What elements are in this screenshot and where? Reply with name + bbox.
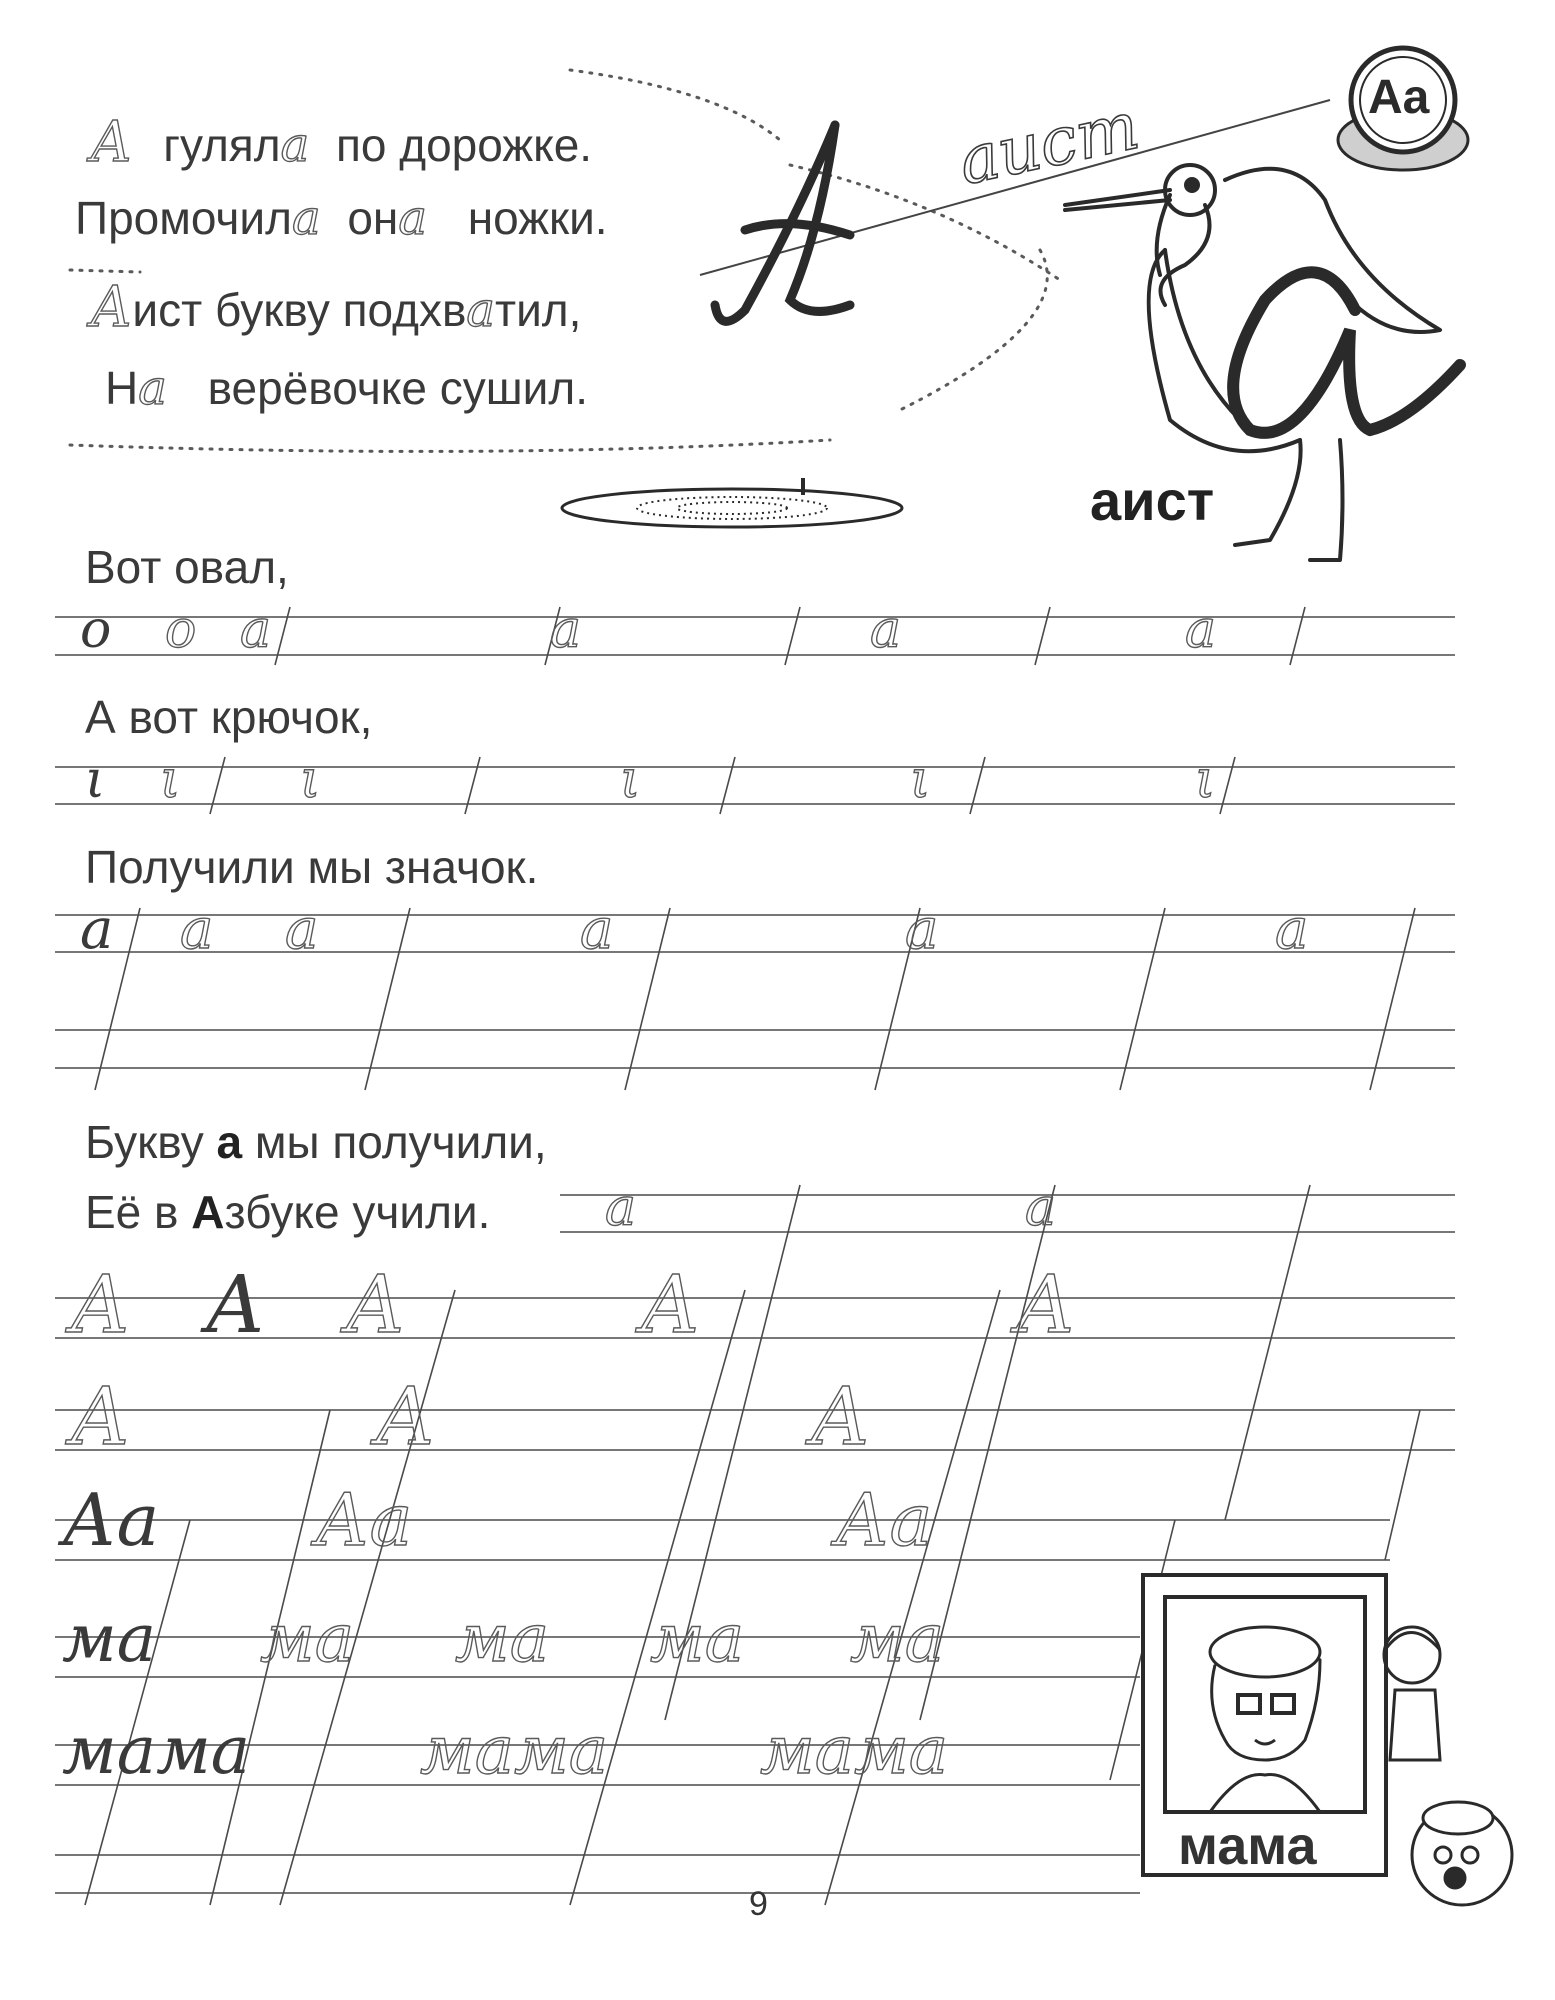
cursive-word: мама — [420, 1712, 609, 1789]
cursive-a: а — [870, 600, 902, 660]
big-cursive-lower-a-icon — [1233, 272, 1460, 433]
cursive-hook: ι — [1195, 750, 1216, 810]
cursive-syllable: ма — [260, 1600, 355, 1677]
stork-label: аист — [1090, 469, 1215, 532]
cursive-capital-a: А — [640, 1258, 701, 1351]
cursive-capital-a: А — [70, 1370, 131, 1463]
cursive-capital-a: А — [810, 1370, 871, 1463]
cursive-a: а — [550, 600, 582, 660]
cursive-capital-a: А — [205, 1258, 266, 1351]
cursive-word: мама — [62, 1712, 251, 1789]
cursive-capital-a: А — [345, 1258, 406, 1351]
stork-cursive-word: аист — [951, 86, 1146, 201]
poem-word: тил, — [495, 284, 582, 336]
cursive-word: мама — [760, 1712, 949, 1789]
cursive-syllable: ма — [455, 1600, 550, 1677]
poem-line-3 — [90, 275, 581, 340]
poem-word: ножки. — [467, 192, 608, 244]
cursive-a: а — [1275, 897, 1309, 962]
cursive-capital-a: А — [90, 110, 133, 175]
poem-word: Промочил — [75, 192, 292, 244]
cursive-a: а — [285, 897, 319, 962]
cursive-a: а — [1025, 1178, 1057, 1238]
cursive-capital-a: А — [90, 275, 133, 340]
poem-word: он — [347, 192, 399, 244]
dotted-path-curve — [900, 250, 1047, 410]
poem-line-4 — [105, 360, 588, 416]
cursive-hook: ι — [620, 750, 641, 810]
cursive-a: а — [466, 282, 496, 338]
cursive-a: а — [905, 897, 939, 962]
cursive-pair-aa: Аа — [835, 1478, 933, 1562]
poem-line-1 — [90, 110, 592, 175]
verse-text: Букву — [85, 1116, 217, 1168]
cursive-capital-a: А — [375, 1370, 436, 1463]
cursive-pair-aa: Аа — [315, 1478, 413, 1562]
verse-line-2 — [85, 1185, 490, 1239]
cursive-capital-a: А — [1015, 1258, 1076, 1351]
cursive-a: а — [180, 897, 214, 962]
poem-word: гулял — [163, 119, 281, 171]
poem-word: верёвочке сушил. — [207, 362, 588, 414]
cursive-syllable: ма — [850, 1600, 945, 1677]
aa-badge-label: Aa — [1368, 71, 1430, 124]
cursive-o: о — [80, 600, 112, 660]
big-cursive-a-icon — [715, 125, 850, 321]
result-heading: Получили мы значок. — [85, 841, 539, 893]
boy-peeking-icon — [1384, 1627, 1440, 1760]
verse-bold-letter: А — [191, 1186, 225, 1238]
picture-caption: мама — [1178, 1816, 1317, 1876]
cursive-capital-a: А — [70, 1258, 131, 1351]
verse-text: мы получили, — [242, 1116, 547, 1168]
poem-word: ист букву подхв — [132, 284, 467, 336]
poem-word: Н — [105, 362, 139, 414]
cursive-a: а — [580, 897, 614, 962]
verse-text: Её в — [85, 1186, 192, 1238]
puddle-icon — [562, 478, 902, 527]
dotted-path-left — [70, 270, 140, 272]
verse-bold-letter: а — [216, 1116, 243, 1168]
cursive-pair-aa: Аа — [62, 1478, 160, 1562]
cursive-o: о — [165, 600, 197, 660]
cursive-syllable: ма — [62, 1600, 157, 1677]
verse-line-1 — [85, 1115, 547, 1169]
cursive-hook: ι — [300, 750, 321, 810]
verse-text: збуке учили. — [224, 1186, 491, 1238]
dotted-path-bottom — [70, 440, 830, 451]
poem-word: по дорожке. — [335, 119, 593, 171]
cursive-a: а — [80, 897, 114, 962]
hook-heading: А вот крючок, — [85, 691, 373, 743]
cursive-a: а — [240, 600, 272, 660]
oval-heading: Вот овал, — [85, 541, 289, 593]
cursive-a: а — [280, 117, 310, 173]
cursive-a: а — [605, 1178, 637, 1238]
cursive-a: а — [291, 190, 321, 246]
cursive-hook: ι — [85, 750, 106, 810]
mascot-face-icon — [1412, 1802, 1512, 1905]
cursive-hook: ι — [910, 750, 931, 810]
cursive-a: а — [398, 190, 427, 246]
poem-line-2 — [75, 190, 608, 246]
cursive-a: а — [1185, 600, 1217, 660]
cursive-a: а — [138, 360, 167, 416]
cursive-hook: ι — [160, 750, 181, 810]
cursive-syllable: ма — [650, 1600, 745, 1677]
page-number: 9 — [749, 1885, 768, 1923]
dotted-path-top — [570, 70, 780, 140]
